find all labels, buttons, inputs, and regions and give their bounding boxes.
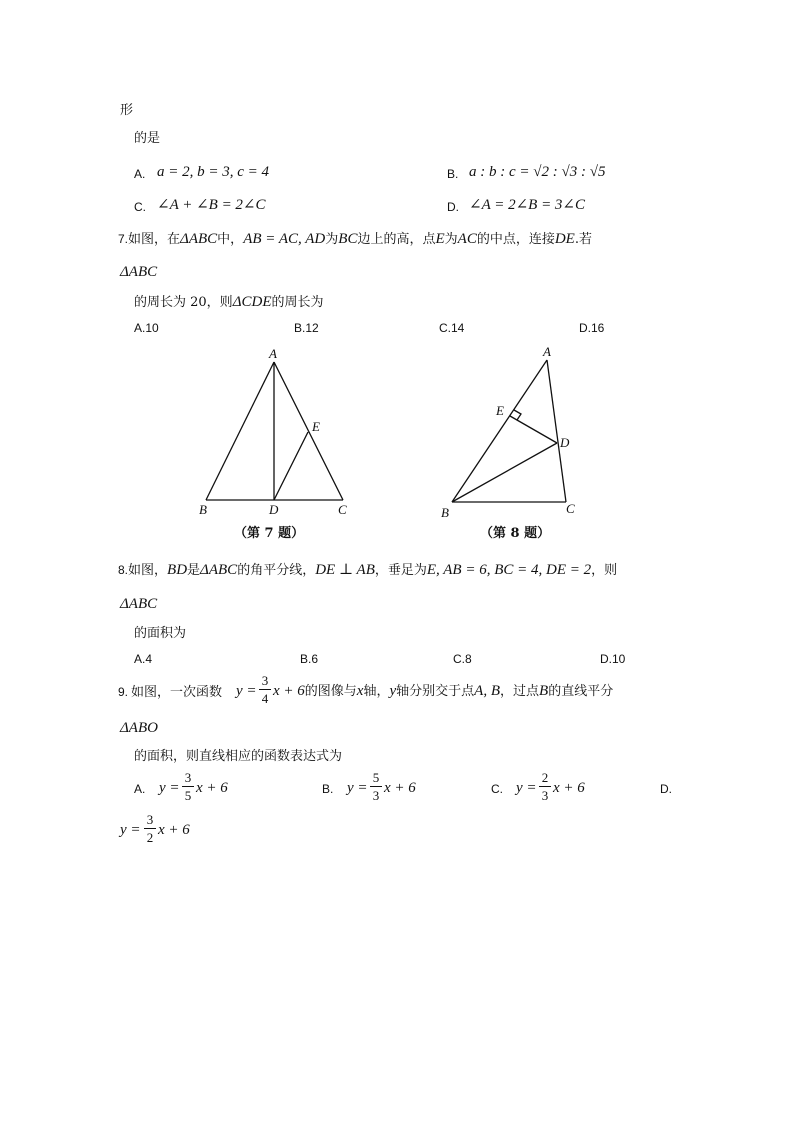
fig7-label-e: E: [312, 419, 320, 434]
q7-bc: BC: [338, 231, 358, 247]
fraction-numerator: 3: [146, 812, 154, 827]
q9-fn-rhs: x + 6: [273, 683, 305, 699]
fraction-denominator: 3: [541, 788, 549, 803]
q8-option-c: C.8: [453, 652, 472, 666]
option-d-math: ∠A = 2∠B = 3∠C: [469, 197, 586, 213]
q9-number: 9.: [118, 685, 129, 699]
q9-option-c-label: C.: [491, 782, 503, 796]
q7-tri-cde: ΔCDE: [232, 294, 272, 310]
fig8-caption: （第 8 题）: [480, 526, 551, 541]
figure-7: [206, 362, 343, 500]
q7-e: E: [435, 231, 445, 247]
fig8-label-b: B: [441, 505, 449, 520]
q7-text: 边上的高，点: [357, 232, 436, 247]
fig8-bisector-bd: [452, 443, 557, 502]
q8-tri-abc: ΔABC: [200, 562, 238, 578]
q9-points: A, B: [474, 683, 500, 699]
q9-option-c-lhs: y =: [516, 780, 537, 796]
q9-option-d-fraction: [144, 813, 156, 844]
q9-option-a-label: A.: [134, 782, 146, 796]
q9-option-a-fraction: [182, 771, 194, 802]
fig7-label-c: C: [338, 502, 347, 517]
q7-option-b: B.12: [294, 321, 319, 335]
q7-de: DE: [554, 231, 575, 247]
q9-text-end: 的面积，则直线相应的函数表达式为: [134, 749, 343, 764]
q9-option-d-label: D.: [660, 782, 672, 796]
q7-ac: AC: [457, 231, 477, 247]
q9-line1-rest: [273, 684, 613, 699]
fraction-denominator: 5: [184, 788, 192, 803]
q8-text: 是: [187, 563, 201, 578]
option-b-label: B.: [447, 167, 459, 181]
fig8-side-ac: [547, 360, 566, 502]
q9-text: 的图像与: [304, 684, 357, 699]
q9-b: B: [539, 683, 549, 699]
fig7-label-d: D: [269, 502, 279, 517]
option-c-math: ∠A + ∠B = 2∠C: [157, 197, 266, 213]
q7-text: 为: [325, 232, 339, 247]
q8-text: ，垂足为: [374, 563, 427, 578]
q8-option-b: B.6: [300, 652, 319, 666]
q9-x: x: [356, 683, 364, 699]
fig7-segment-de: [274, 432, 308, 500]
q8-number: 8.: [118, 563, 129, 577]
q9-fn-lhs: y =: [236, 683, 257, 699]
q9-option-c-fraction: [539, 771, 551, 802]
q9-text: ，过点: [500, 684, 540, 699]
fraction-numerator: 2: [541, 770, 549, 785]
continuation-char: 形: [120, 103, 134, 118]
fig8-perp-de: [510, 416, 557, 443]
q9-fn-fraction: [259, 674, 271, 705]
q9-fn-numerator: 3: [261, 673, 269, 688]
q7-option-d: D.16: [579, 321, 605, 335]
q7-option-c: C.14: [439, 321, 465, 335]
q9-option-b-label: B.: [322, 782, 334, 796]
fraction-numerator: 5: [372, 770, 380, 785]
q8-condition: E, AB = 6, BC = 4, DE = 2: [426, 562, 592, 578]
option-d-label: D.: [447, 200, 459, 214]
q8-option-d: D.10: [600, 652, 626, 666]
q8-option-a: A.4: [134, 652, 153, 666]
q9-option-a-lhs: y =: [159, 780, 180, 796]
q7-text: 的周长为: [271, 295, 324, 310]
q9-option-b-fraction: [370, 771, 382, 802]
q9-option-d-rhs: x + 6: [158, 822, 190, 838]
option-a-math: a = 2, b = 3, c = 4: [157, 164, 270, 180]
question-stem-end: 的是: [134, 131, 161, 146]
fig8-label-e: E: [496, 403, 504, 418]
q8-tri-abc-2: ΔABC: [120, 596, 158, 612]
q9-text: 轴，: [363, 684, 390, 699]
q7-condition: AB = AC, AD: [243, 231, 326, 247]
fig8-label-d: D: [560, 435, 570, 450]
q9-option-b-rhs: x + 6: [384, 780, 416, 796]
q7-option-a: A.10: [134, 321, 159, 335]
fig8-label-c: C: [566, 501, 575, 516]
q9-text: 的直线平分: [548, 684, 614, 699]
q7-tri-abc-2: ΔABC: [120, 264, 158, 280]
option-c-label: C.: [134, 200, 146, 214]
q9-option-a-rhs: x + 6: [196, 780, 228, 796]
q7-text: 的周长为 20，则: [134, 295, 233, 310]
fig7-label-a: A: [269, 346, 277, 361]
q8-line1: [118, 563, 617, 578]
fig8-label-a: A: [543, 344, 551, 359]
fraction-denominator: 2: [146, 830, 154, 845]
q7-text: 中，: [217, 232, 244, 247]
q7-text: 如图，在: [128, 232, 181, 247]
fraction-denominator: 3: [372, 788, 380, 803]
q9-option-c-rhs: x + 6: [553, 780, 585, 796]
q8-bd: BD: [167, 562, 188, 578]
fig7-label-b: B: [199, 502, 207, 517]
q9-text: 如图，一次函数: [131, 685, 223, 700]
q8-text: 如图，: [128, 563, 168, 578]
q9-tri-abo: ΔABO: [120, 720, 158, 736]
option-a-label: A.: [134, 167, 146, 181]
q8-text: ，则: [591, 563, 618, 578]
q7-text: 的中点，连接: [476, 232, 555, 247]
q8-text: 的角平分线，: [237, 563, 316, 578]
option-b-math: a : b : c = √2 : √3 : √5: [469, 164, 606, 180]
q7-text: 为: [444, 232, 458, 247]
q9-option-d-lhs: y =: [120, 822, 141, 838]
q9-text: 轴分别交于点: [396, 684, 475, 699]
fraction-numerator: 3: [184, 770, 192, 785]
q8-perp: DE ⊥ AB: [315, 562, 375, 578]
q7-number: 7.: [118, 232, 129, 246]
fig7-side-ab: [206, 362, 274, 500]
q9-y: y: [389, 683, 397, 699]
fig7-caption: （第 7 题）: [234, 526, 305, 541]
q9-fn-denominator: 4: [261, 691, 269, 706]
q7-tri-abc: ΔABC: [180, 231, 218, 247]
q9-option-b-lhs: y =: [347, 780, 368, 796]
fig8-side-ab: [452, 360, 547, 502]
q7-text: .若: [574, 232, 592, 247]
figure-8: [452, 360, 566, 502]
q8-text-end: 的面积为: [134, 626, 187, 641]
